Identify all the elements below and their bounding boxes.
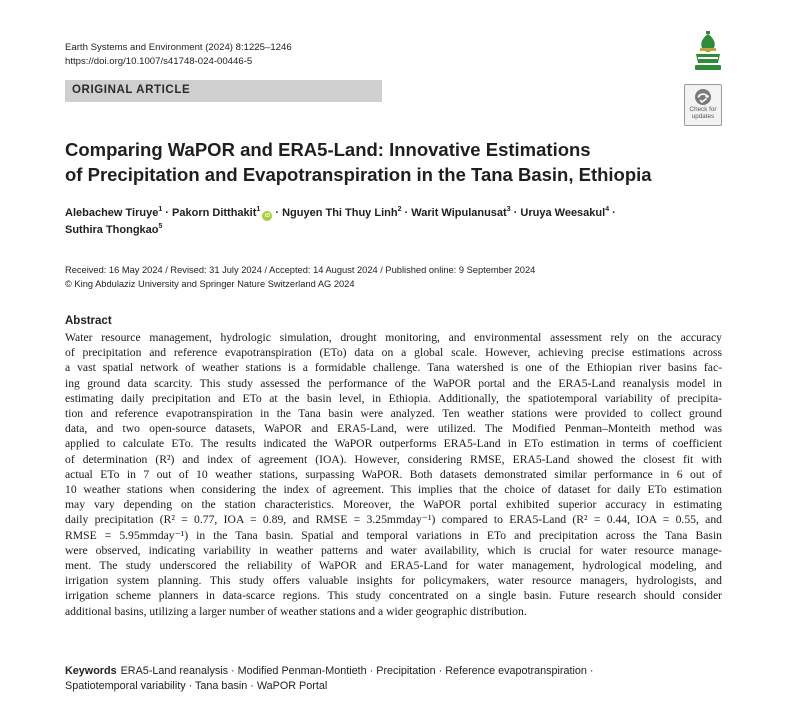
affiliation-marker: 2 — [397, 206, 402, 213]
orcid-icon[interactable]: iD — [262, 211, 272, 221]
article-title — [65, 137, 725, 187]
journal-emblem-icon — [693, 30, 723, 72]
abstract-line: estimating daily precipitation and ETo at the basin level, in Ethiopia. Additionally, the spatiotemporal variability of precipita- — [65, 391, 722, 405]
affiliation-marker: 1 — [158, 206, 163, 213]
abstract-line: daily precipitation (R² = 0.77, IOA = 0.89, and RMSE = 3.25mmday⁻¹) compared to ERA5-Land (R² = 0.44, IOA = 0.55, and — [65, 513, 722, 527]
keywords-line-1 — [65, 664, 722, 679]
title-line-1: Comparing WaPOR and ERA5-Land: Innovative Estimations — [65, 139, 591, 160]
copyright-line: © King Abdulaziz University and Springer Nature Switzerland AG 2024 — [65, 279, 355, 289]
abstract-line: irrigation system planning. This study offers valuable insights for policymakers, water resource managers, hydrologists, and — [65, 574, 722, 588]
author-line-2 — [65, 222, 715, 239]
abstract-body — [65, 330, 722, 619]
journal-header — [65, 41, 292, 68]
check-for-updates-button[interactable] — [684, 84, 722, 126]
abstract-line: a vast spatial network of weather stations is a formidable challenge. Tana watershed is one of the Ethiopian river basins fac- — [65, 361, 722, 375]
abstract-line: of determination (R²) and index of agreement (IOA). However, considering RMSE, ERA5-Land showed the closest fit with — [65, 452, 722, 466]
keywords-text: ERA5-Land reanalysis · Modified Penman-Montieth · Precipitation · Reference evapotranspiration · — [120, 665, 594, 677]
affiliation-marker: 3 — [506, 206, 511, 213]
abstract-line: of precipitation and reference evapotranspiration (ETo) data on a global scale. However, achieving precise estimations across — [65, 346, 722, 360]
author-name[interactable]: Pakorn Ditthakit — [172, 207, 257, 219]
author-line-1: Alebachew Tiruye$^1$ · Pakorn Ditthakit$^1$iD · Nguyen Thi Thuy Linh$^2$ · Warit Wipulanusat$^3$ · Uruya Weesakul$^4$ · — [65, 206, 616, 219]
abstract-heading: Abstract — [65, 315, 112, 327]
doi-link[interactable]: https://doi.org/10.1007/s41748-024-00446-5 — [65, 55, 253, 67]
check-updates-icon — [694, 88, 712, 106]
abstract-line: applied to calculate ETo. The results indicated the WaPOR outperforms ERA5-Land in ETo estimation in terms of coefficient — [65, 437, 722, 451]
abstract-line: tion and reference evapotranspiration in the Tana basin were analyzed. Ten weather stations were provided to collect ground — [65, 407, 722, 421]
affiliation-marker: 4 — [605, 206, 610, 213]
author-name[interactable]: Nguyen Thi Thuy Linh — [282, 207, 398, 219]
keywords-label: Keywords — [65, 665, 117, 677]
history-dates: Received: 16 May 2024 / Revised: 31 July 2024 / Accepted: 14 August 2024 / Published online: 9 September 2024 — [65, 265, 536, 275]
affiliation-marker: 1 — [256, 206, 261, 213]
abstract-line: were observed, indicating variability in weather patterns and water availability, which is crucial for water resource manage- — [65, 543, 722, 557]
abstract-line: 10 weather stations when considering the index of agreement. This implies that the choice of dataset for daily ETo estimation — [65, 483, 722, 497]
abstract-line: Water resource management, hydrologic simulation, drought monitoring, and environmental assessment rely on the accuracy — [65, 331, 722, 344]
check-updates-label: Check for updates — [689, 106, 717, 120]
abstract-line: ment. The study underscored the reliability of WaPOR and ERA5-Land for water management, hydrological modeling, and — [65, 559, 722, 573]
author-name[interactable]: Suthira Thongkao — [65, 224, 159, 236]
publication-dates — [65, 263, 535, 291]
keywords-section — [65, 664, 722, 694]
abstract-line: ing ground data scarcity. This study assessed the performance of the WaPOR portal and the ERA5-Land reanalysis model in — [65, 376, 722, 390]
title-line-2: of Precipitation and Evapotranspiration in the Tana Basin, Ethiopia — [65, 164, 652, 185]
author-list — [65, 205, 715, 239]
abstract-line: actual ETo in 7 out of 10 weather stations, surpassing WaPOR. Both datasets demonstrated similar performance in 6 out of — [65, 467, 722, 481]
author-name[interactable]: Warit Wipulanusat — [411, 207, 507, 219]
affiliation-marker: 5 — [158, 223, 163, 230]
article-type-badge — [65, 80, 382, 102]
abstract-line: data, and two open-source datasets, WaPOR and ERA5-Land, were utilized. The Modified Penman–Monteith method was — [65, 422, 722, 436]
journal-citation: Earth Systems and Environment (2024) 8:1225–1246 — [65, 42, 292, 53]
article-type-label: ORIGINAL ARTICLE — [72, 84, 191, 96]
abstract-line: may vary depending on the station characteristics. Moreover, the WaPOR portal exhibited superior accuracy in estimating — [65, 498, 722, 512]
keywords-line-2: Spatiotemporal variability · Tana basin · WaPOR Portal — [65, 680, 328, 692]
abstract-line: additional basins, utilizing a larger number of weather stations and a wider geographic distribution. — [65, 604, 527, 618]
abstract-line: RMSE = 5.95mmday⁻¹) in the Tana basin. Spatial and temporal variations in ETo and precipitation across the Tana Basin — [65, 528, 722, 542]
author-name[interactable]: Uruya Weesakul — [520, 207, 606, 219]
author-name[interactable]: Alebachew Tiruye — [65, 207, 159, 219]
abstract-line: irrigation scheme planners in data-scarce regions. This study concentrated on a single basin. Future research should consider — [65, 589, 722, 603]
